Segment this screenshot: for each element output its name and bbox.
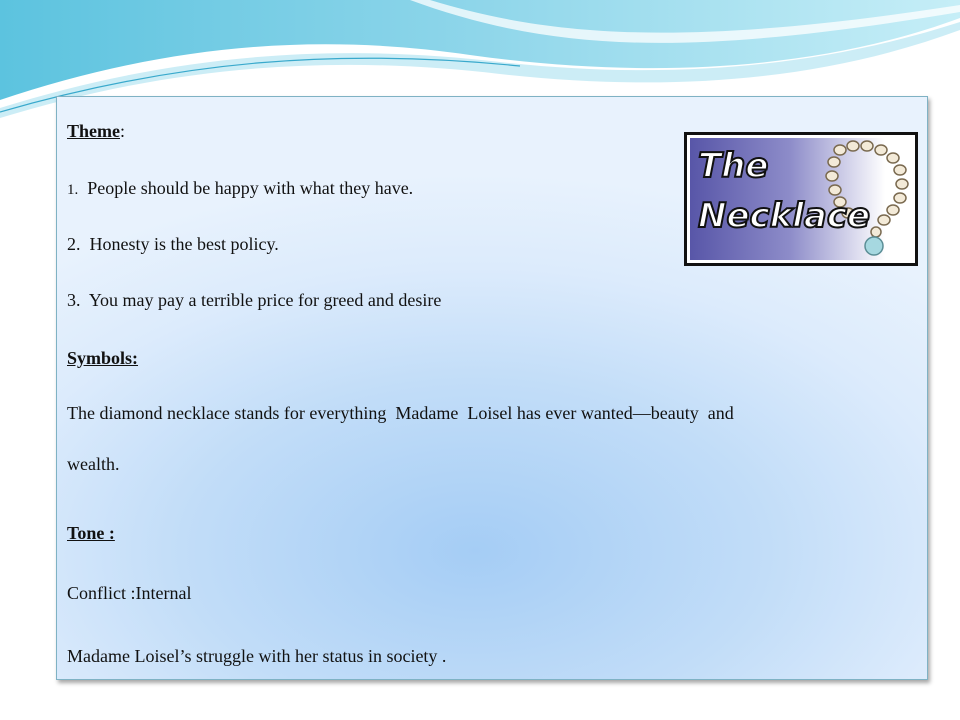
theme-item-3 [67, 290, 441, 311]
logo-word-necklace: Necklace [698, 196, 871, 236]
symbols-text-line-1: The diamond necklace stands for everything Madame Loisel has ever wanted—beauty and [67, 403, 734, 423]
theme-line [67, 121, 125, 142]
logo-background [690, 138, 912, 260]
theme-item-number: 1. [67, 182, 79, 198]
theme-heading: Theme [67, 121, 120, 141]
necklace-logo [684, 132, 918, 266]
theme-item-text: You may pay a terrible price for greed and desire [88, 290, 442, 310]
theme-item-number: 2. [67, 234, 81, 254]
theme-item-1 [67, 178, 413, 199]
theme-item-text: Honesty is the best policy. [89, 234, 279, 254]
struggle-text: Madame Loisel’s struggle with her status in society . [67, 646, 447, 666]
conflict-text: Conflict :Internal [67, 583, 192, 603]
theme-item-number: 3. [67, 290, 81, 310]
symbols-text-line-2: wealth. [67, 454, 120, 474]
tone-heading: Tone : [67, 523, 115, 543]
theme-item-text: People should be happy with what they have. [87, 178, 414, 198]
theme-item-2 [67, 234, 279, 255]
logo-word-the: The [698, 146, 769, 186]
symbols-heading: Symbols: [67, 348, 139, 368]
theme-colon: : [120, 121, 126, 141]
